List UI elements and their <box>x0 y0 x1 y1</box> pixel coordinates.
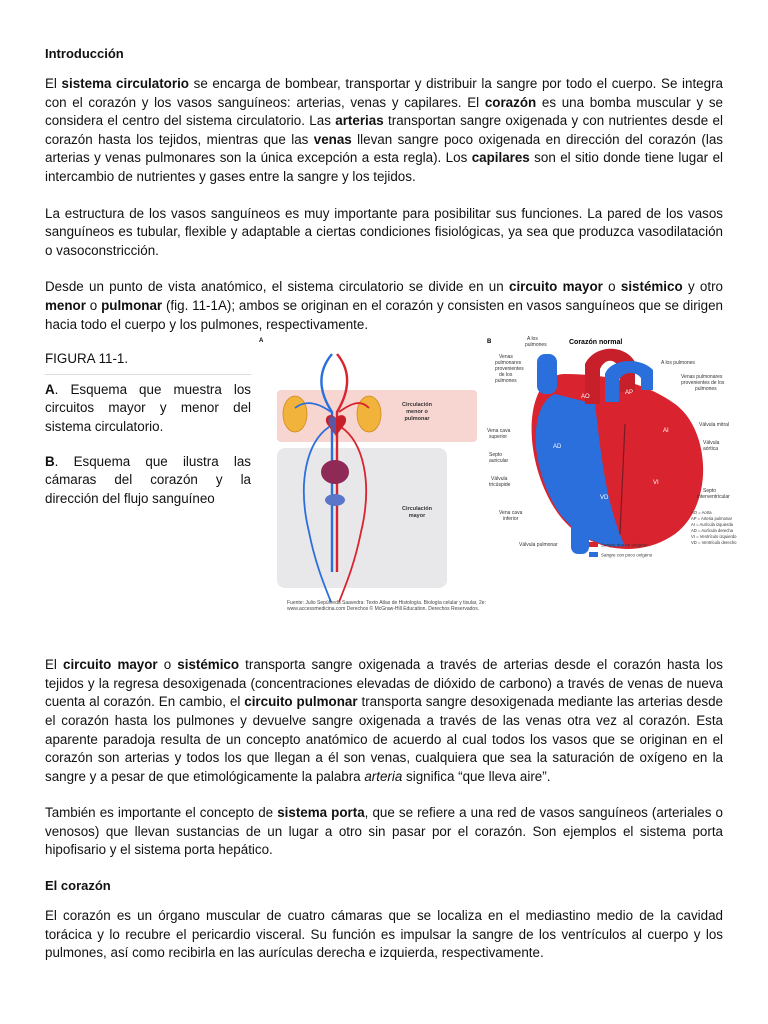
bold-term: sistema porta <box>277 805 365 821</box>
svg-text:provenientes: provenientes <box>495 366 524 373</box>
svg-text:pulmones: pulmones <box>695 386 717 393</box>
svg-text:Válvula: Válvula <box>491 476 508 483</box>
text-run: se encarga de bombear, transportar y distribuir la sangre por todo el cuerpo. Se integra con el corazón y los vasos sanguíneos: arterias, venas y capilares. El <box>45 76 723 110</box>
chamber-ao: AO <box>581 394 590 401</box>
intro-paragraph-1 <box>45 75 723 187</box>
svg-text:Septo: Septo <box>489 452 503 459</box>
svg-text:A los: A los <box>527 336 538 343</box>
abbreviation-list <box>691 510 737 545</box>
bold-term: corazón <box>484 94 537 110</box>
svg-text:VI = Ventrículo izquierdo: VI = Ventrículo izquierdo <box>691 534 737 540</box>
svg-text:Válvula pulmonar: Válvula pulmonar <box>519 542 558 549</box>
svg-text:AD = Aurícula derecha: AD = Aurícula derecha <box>691 528 734 534</box>
svg-text:AO = Aorta: AO = Aorta <box>691 510 712 516</box>
bold-term: circuito mayor <box>63 657 158 673</box>
bold-term: circuito pulmonar <box>244 694 358 710</box>
heart-diagram <box>485 334 755 576</box>
body-paragraph-5 <box>45 804 723 860</box>
svg-text:Vena cava: Vena cava <box>487 428 511 435</box>
text-run: El <box>45 657 63 673</box>
svg-text:A: A <box>259 338 264 345</box>
heart-heading: El corazón <box>45 878 111 894</box>
svg-text:Válvula: Válvula <box>703 440 720 447</box>
mayor-label-1: Circulación <box>402 506 432 513</box>
svg-text:inferior: inferior <box>503 516 519 523</box>
svg-text:Sangre rica en oxígeno: Sangre rica en oxígeno <box>601 542 648 548</box>
bold-term: sistema circulatorio <box>61 76 189 91</box>
svg-text:provenientes de los: provenientes de los <box>681 380 725 387</box>
menor-label-2: menor o <box>406 409 428 416</box>
text-run: o <box>85 297 102 313</box>
svg-text:Septo: Septo <box>703 488 717 495</box>
text-run: o <box>602 279 621 295</box>
text-run: significa “que lleva aire”. <box>402 768 551 784</box>
bold-term: venas <box>313 131 352 147</box>
svg-text:pulmones: pulmones <box>525 342 547 349</box>
menor-label-1: Circulación <box>402 402 432 409</box>
text-run: y otro <box>682 279 724 295</box>
chamber-ai: AI <box>663 428 669 435</box>
svg-text:Venas pulmonares: Venas pulmonares <box>681 374 723 381</box>
text-run: transportan sangre oxigenada y con nutrientes desde el corazón hasta los tejidos, mientras que las <box>45 113 723 147</box>
text-run: (fig. 11-1A); ambos se originan en el corazón y consisten en vasos sanguíneos que se dirigen hacia todo el cuerpo y los pulmones, respectivamente. <box>45 297 723 332</box>
svg-text:pulmones: pulmones <box>495 378 517 385</box>
bold-term: circuito mayor <box>509 279 603 295</box>
svg-text:B: B <box>487 339 492 346</box>
bold-term: sistémico <box>620 279 683 295</box>
text-run: es una bomba muscular y se considera el centro del sistema circulatorio. Las <box>45 94 723 129</box>
text-run: llevan sangre poco oxigenada en dirección del corazón (las arterias y venas pulmonares son la única excepción a esta regla). Los <box>45 131 723 166</box>
svg-text:tricúspide: tricúspide <box>489 482 511 489</box>
figure-caption-b: B. Esquema que ilustra las cámaras del corazón y la dirección del flujo sanguíneo <box>45 453 251 506</box>
bold-term: sistémico <box>177 657 240 673</box>
figure-caption: FIGURA 11-1. <box>45 350 251 375</box>
intro-paragraph-3 <box>45 278 723 334</box>
bold-term: pulmonar <box>101 297 163 313</box>
svg-text:Válvula mitral: Válvula mitral <box>699 422 730 429</box>
text-run: El corazón es un órgano muscular de cuatro cámaras que se localiza en el mediastino medio de la cavidad torácica y lo recubre el pericardio visceral. Su función es impulsar la sangre de los ventrículos al cuerpo y los pulmones, así como recibirla en las aurículas derecha e izquierda, respectivamente. <box>45 908 723 961</box>
chamber-vi: VI <box>653 480 659 487</box>
figure-source: Fuente: Julio Sepúlveda Saavedra: Texto Atlas de Histología. Biología celular y tisular, 2e: www.accessmedicina.com Derechos © McGraw-Hill Education. Derechos Reservados. <box>287 600 486 613</box>
text-run: transporta sangre oxigenada a través de arterias desde el corazón hasta los tejidos y la regresa desoxigenada (concentraciones elevadas de dióxido de carbono) a través de venas de nueva cuenta al corazón. En cambio, el <box>45 657 724 710</box>
bold-term: menor <box>45 297 86 313</box>
svg-text:Venas: Venas <box>499 354 513 361</box>
svg-text:VD = Ventrículo derecho: VD = Ventrículo derecho <box>691 540 737 546</box>
svg-text:interventricular: interventricular <box>697 494 730 501</box>
chamber-ad: AD <box>553 444 562 451</box>
svg-text:de los: de los <box>499 372 513 379</box>
figure-11-1 <box>45 336 737 632</box>
mayor-label-2: mayor <box>408 513 426 520</box>
heart-diagram-title: Corazón normal <box>569 339 623 347</box>
bold-term: capilares <box>471 150 530 166</box>
text-run: transporta sangre desoxigenada mediante las arterias desde el corazón hasta los pulmones y devuelve sangre oxigenada a través de las venas otra vez al corazón. Esta aparente paradoja resulta de un concepto anatómico de acuerdo al cual todos los vasos que se originan en el corazón son arterias y todos los que llegan a él son venas, cualquiera que sea la saturación de oxígeno en la sangre y a pesar de que etimológicamente la palabra <box>45 694 723 784</box>
svg-text:Sangre con poco oxígeno: Sangre con poco oxígeno <box>601 552 653 558</box>
figure-caption-block <box>45 350 251 524</box>
heart-illustration <box>532 349 704 554</box>
svg-text:pulmonares: pulmonares <box>495 360 522 367</box>
svg-text:AP = Arteria pulmonar: AP = Arteria pulmonar <box>691 516 733 522</box>
text-run: Desde un punto de vista anatómico, el sistema circulatorio se divide en un <box>45 279 509 295</box>
svg-text:Vena cava: Vena cava <box>499 510 523 517</box>
circulation-diagram <box>257 332 479 614</box>
bold-term: arterias <box>335 113 384 129</box>
text-run: o <box>157 657 178 673</box>
chamber-vd: VD <box>600 495 609 502</box>
body-paragraph-4 <box>45 656 723 786</box>
liver-illustration <box>321 460 349 484</box>
intro-heading: Introducción <box>45 46 124 61</box>
menor-label-3: pulmonar <box>404 416 430 423</box>
text-run: , que se refiere a una red de vasos sanguíneos (arteriales o venosos) que llevan sustancias de un lugar a otro sin pasar por el corazón. Son ejemplos el sistema porta hipofisario y el sistema porta hepático. <box>45 805 723 858</box>
text-run: son el sitio donde tiene lugar el intercambio de nutrientes y gases entre la sangre y los tejidos. <box>45 150 723 184</box>
svg-text:superior: superior <box>489 434 508 441</box>
chamber-ap: AP <box>625 390 634 397</box>
heart-legend <box>589 542 653 558</box>
svg-text:aórtica: aórtica <box>703 446 719 453</box>
text-run: El <box>45 76 62 91</box>
italic-term: arteria <box>364 768 403 784</box>
document-page <box>45 40 737 981</box>
svg-text:AI = Aurícula izquierda: AI = Aurícula izquierda <box>691 522 734 528</box>
text-run: La estructura de los vasos sanguíneos es muy importante para posibilitar sus funciones. La pared de los vasos sanguíneos es tubular, flexible y adaptable a ciertas condiciones fisiológicas, ya sea que produzca vasodilatación o vasoconstricción. <box>45 205 723 258</box>
body-paragraph-6 <box>45 907 723 963</box>
intro-paragraph-2 <box>45 205 723 261</box>
svg-text:A los pulmones: A los pulmones <box>661 360 695 367</box>
text-run: También es importante el concepto de <box>45 805 278 821</box>
svg-text:auricular: auricular <box>489 458 509 465</box>
figure-caption-a: A. Esquema que muestra los circuitos mayor y menor del sistema circulatorio. <box>45 381 251 434</box>
